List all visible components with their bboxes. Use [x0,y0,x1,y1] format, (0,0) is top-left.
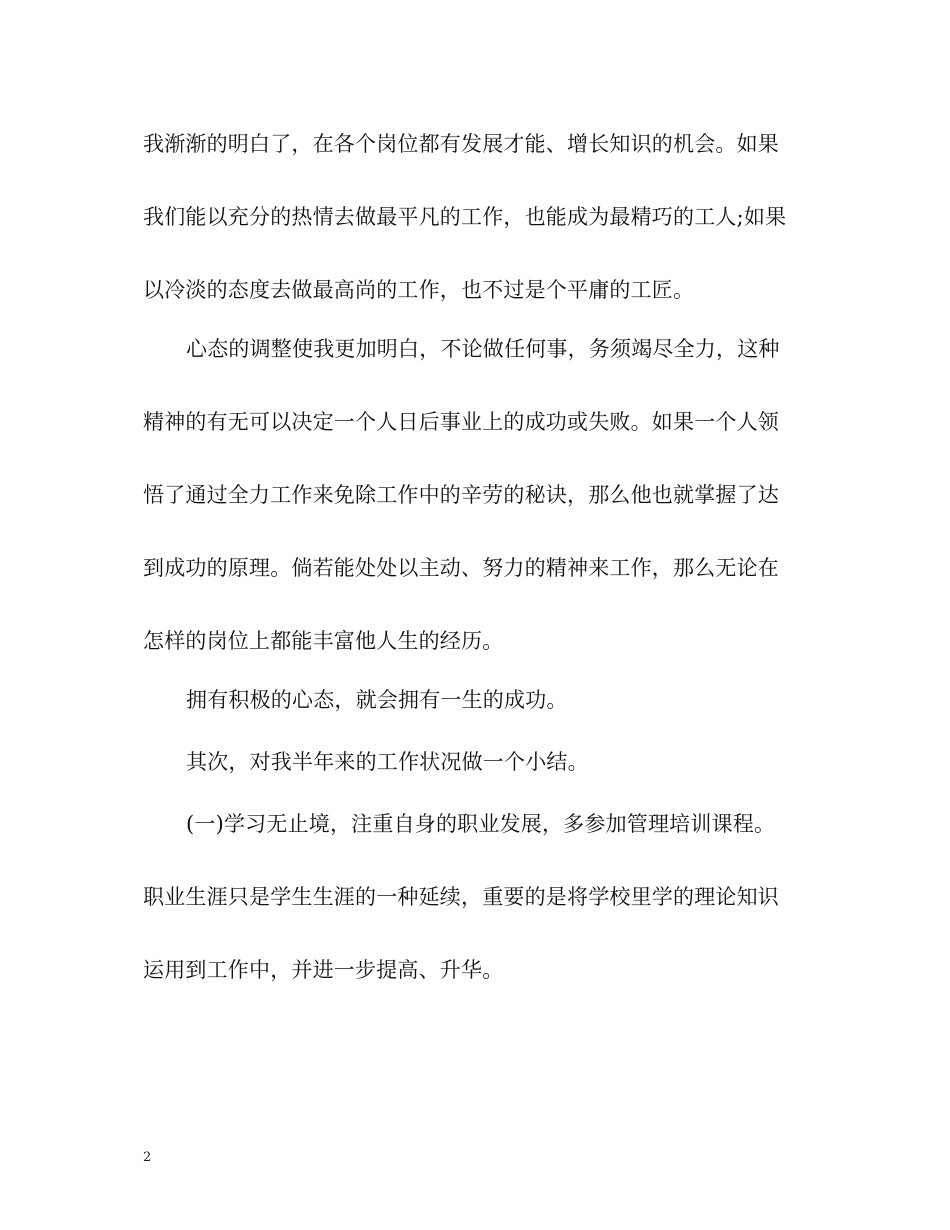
paragraph-line: 以冷淡的态度去做最高尚的工作，也不过是个平庸的工匠。 [143,278,695,302]
paragraph-line: 精神的有无可以决定一个人日后事业上的成功或失败。如果一个人领 [143,410,779,434]
paragraph-line: 心态的调整使我更加明白，不论做任何事，务须竭尽全力，这种 [186,337,780,361]
paragraph-line: 悟了通过全力工作来免除工作中的辛劳的秘诀，那么他也就掌握了达 [143,483,779,507]
paragraph-line: 我们能以充分的热情去做最平凡的工作，也能成为最精巧的工人;如果 [143,205,787,229]
paragraph-line: 到成功的原理。倘若能处处以主动、努力的精神来工作，那么无论在 [143,556,779,580]
paragraph-line: 怎样的岗位上都能丰富他人生的经历。 [143,629,504,653]
paragraph-line: 职业生涯只是学生生涯的一种延续，重要的是将学校里学的理论知识 [143,885,779,909]
paragraph-line: 拥有积极的心态，就会拥有一生的成功。 [186,688,568,712]
paragraph-line: (一)学习无止境，注重自身的职业发展，多参加管理培训课程。 [186,812,776,836]
paragraph-line: 其次，对我半年来的工作状况做一个小结。 [186,750,589,774]
paragraph-line: 运用到工作中，并进一步提高、升华。 [143,958,504,982]
page-number: 2 [143,1150,152,1165]
paragraph-line: 我渐渐的明白了，在各个岗位都有发展才能、增长知识的机会。如果 [143,132,779,156]
